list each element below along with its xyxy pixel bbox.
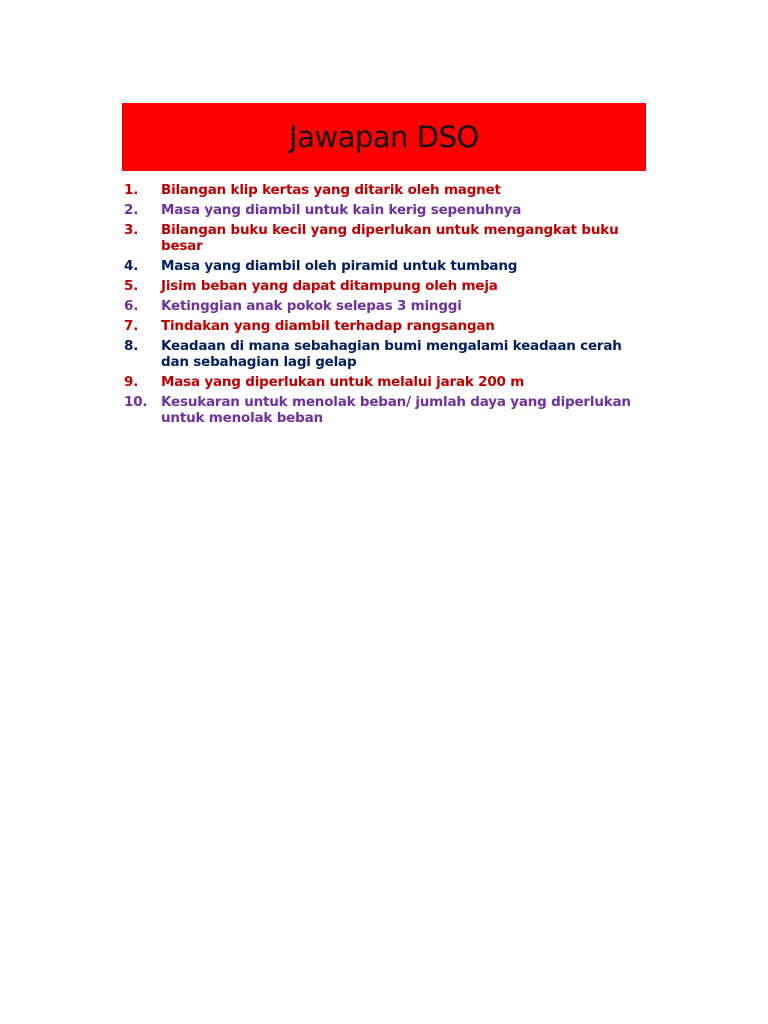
list-item-text: Masa yang diperlukan untuk melalui jarak 200 m — [161, 374, 525, 390]
list-item-text: Tindakan yang diambil terhadap rangsangan — [161, 318, 495, 334]
list-item-text: Masa yang diambil oleh piramid untuk tumbang — [161, 258, 518, 274]
list-item — [124, 278, 634, 294]
list-item-text: Masa yang diambil untuk kain kerig sepenuhnya — [161, 202, 522, 218]
list-item — [124, 222, 634, 254]
list-item — [124, 338, 634, 370]
list-item-text: Bilangan buku kecil yang diperlukan untuk mengangkat buku besar — [161, 222, 619, 254]
title-banner — [122, 103, 646, 171]
list-item-number: 9. — [124, 374, 139, 390]
list-item-number: 5. — [124, 278, 139, 294]
list-item-number: 4. — [124, 258, 139, 274]
list-item — [124, 258, 634, 274]
list-item-number: 1. — [124, 182, 139, 198]
list-item — [124, 374, 634, 390]
list-item — [124, 182, 634, 198]
list-item-number: 2. — [124, 202, 139, 218]
list-item — [124, 202, 634, 218]
list-item-text: Keadaan di mana sebahagian bumi mengalami keadaan cerah dan sebahagian lagi gelap — [161, 338, 622, 370]
list-item-text: Ketinggian anak pokok selepas 3 minggi — [161, 298, 462, 314]
list-item-number: 6. — [124, 298, 139, 314]
list-item — [124, 318, 634, 334]
list-item-number: 3. — [124, 222, 139, 238]
list-item-text: Jisim beban yang dapat ditampung oleh meja — [161, 278, 498, 294]
list-item-number: 7. — [124, 318, 139, 334]
list-item-number: 10. — [124, 394, 148, 410]
list-item — [124, 298, 634, 314]
page-title: Jawapan DSO — [289, 120, 479, 154]
list-item-text: Kesukaran untuk menolak beban/ jumlah daya yang diperlukan untuk menolak beban — [161, 394, 631, 426]
answer-list — [124, 182, 634, 430]
list-item-number: 8. — [124, 338, 139, 354]
list-item-text: Bilangan klip kertas yang ditarik oleh magnet — [161, 182, 501, 198]
list-item — [124, 394, 634, 426]
